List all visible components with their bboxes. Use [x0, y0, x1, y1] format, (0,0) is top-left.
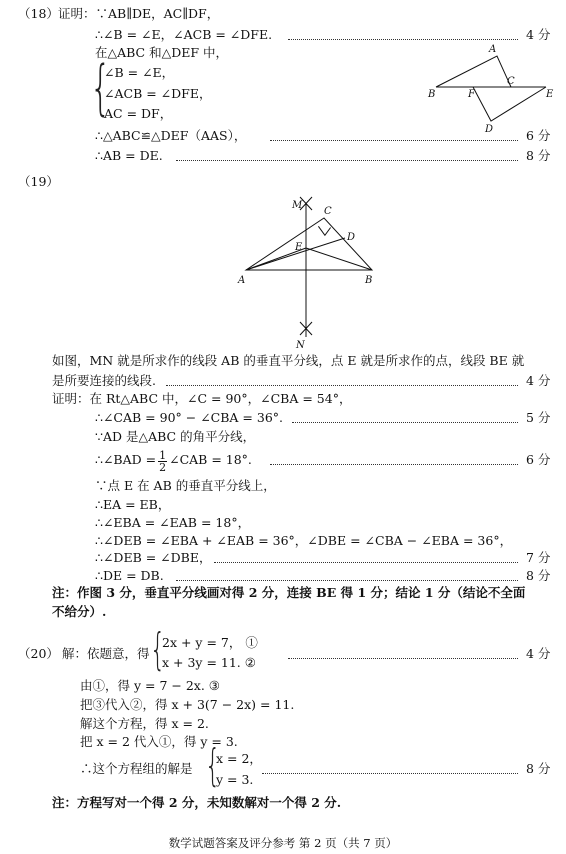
q20-step2: 把③代入②，得 x + 3(7 − 2x) = 11.	[80, 696, 295, 712]
q19-score-1: 4 分	[526, 372, 551, 388]
q20-eq1: 2x + y = 7， ①	[162, 634, 258, 650]
q19-fraction-den: 2	[159, 460, 167, 474]
q20-solution-brace: {	[205, 740, 221, 791]
q18-score-2: 6 分	[526, 127, 551, 143]
q19-proof-4b: ∠CAB = 18°.	[169, 451, 252, 467]
q19-note-line2: 不给分）.	[52, 604, 107, 619]
q18-line3: 在△ABC 和△DEF 中，	[95, 44, 229, 60]
q20-score-2: 8 分	[526, 760, 551, 776]
q20-system-brace: {	[150, 624, 166, 675]
q18-label-F: F	[468, 89, 475, 100]
q20-eq2: x + 3y = 11. ②	[162, 654, 256, 670]
q18-number: （18）	[18, 5, 59, 21]
q20-leader-1	[288, 658, 518, 659]
q19-label-D: D	[347, 232, 356, 243]
q19-proof-1: 证明：在 Rt△ABC 中，∠C = 90°，∠CBA = 54°，	[52, 390, 352, 406]
q19-leader-5	[176, 580, 518, 581]
q18-line5: ∴AB = DE.	[95, 147, 163, 163]
q19-score-5: 8 分	[526, 567, 551, 583]
q19-proof-10: ∴DE = DB.	[95, 567, 164, 583]
q19-label-E: E	[295, 242, 303, 253]
q20-number: （20）	[18, 645, 59, 661]
q18-label-A: A	[489, 44, 497, 55]
q19-fraction-half	[158, 450, 167, 473]
q20-score-1: 4 分	[526, 645, 551, 661]
q19-proof-9: ∴∠DEB = ∠DBE，	[95, 549, 212, 565]
q18-system-row3: AC = DF，	[104, 105, 173, 121]
q20-step3: 解这个方程，得 x = 2.	[80, 715, 209, 731]
q20-solution-x: x = 2，	[216, 750, 262, 766]
q18-label-E: E	[546, 89, 554, 100]
q19-score-2: 5 分	[526, 409, 551, 425]
page-footer: 数学试题答案及评分参考 第 2 页（共 7 页）	[168, 836, 398, 850]
q20-solution-y: y = 3.	[216, 771, 254, 787]
q20-step4: 把 x = 2 代入①，得 y = 3.	[80, 733, 238, 749]
q19-score-3: 6 分	[526, 451, 551, 467]
q19-proof-8: ∴∠DEB = ∠EBA + ∠EAB = 36°，∠DBE = ∠CBA − ∠EBA = 36°，	[95, 532, 513, 548]
q18-label-D: D	[485, 124, 494, 135]
q19-number: （19）	[18, 173, 59, 189]
q20-note: 注：方程写对一个得 2 分，未知数解对一个得 2 分.	[52, 795, 342, 810]
q19-right-angle-mark	[318, 226, 330, 235]
q18-line1: 证明：∵AB∥DE，AC∥DF，	[58, 5, 220, 21]
q19-para1: 如图，MN 就是所求作的线段 AB 的垂直平分线，点 E 就是所求作的点，线段 BE 就	[52, 352, 525, 368]
q19-label-M: M	[292, 200, 303, 211]
q18-score-3: 8 分	[526, 147, 551, 163]
q19-proof-4a: ∴∠BAD =	[95, 451, 157, 467]
q19-proof-7: ∴∠EBA = ∠EAB = 18°，	[95, 514, 251, 530]
q20-step5: ∴这个方程组的解是	[80, 760, 193, 776]
q19-label-N: N	[296, 340, 305, 351]
q19-label-B: B	[365, 275, 373, 286]
q19-proof-5: ∵点 E 在 AB 的垂直平分线上，	[95, 477, 276, 493]
q18-label-B: B	[428, 89, 436, 100]
q19-fraction-num: 1	[159, 448, 167, 462]
q19-proof-6: ∴EA = EB，	[95, 496, 171, 512]
q19-para2: 是所要连接的线段.	[52, 372, 156, 388]
q20-step1: 由①，得 y = 7 − 2x. ③	[80, 677, 220, 693]
q18-system-row2: ∠ACB = ∠DFE，	[104, 85, 212, 101]
q18-system-brace: {	[90, 53, 112, 123]
q19-score-4: 7 分	[526, 549, 551, 565]
q20-intro: 解：依题意，得	[62, 645, 150, 661]
q19-proof-2: ∴∠CAB = 90° − ∠CBA = 36°.	[95, 409, 284, 425]
q19-leader-2	[292, 422, 518, 423]
q19-proof-4	[95, 448, 252, 474]
q18-label-C: C	[507, 76, 515, 87]
q19-note-line1: 注：作图 3 分，垂直平分线画对得 2 分，连接 BE 得 1 分；结论 1 分（结论不全面	[52, 585, 526, 600]
q19-proof-3: ∵AD 是△ABC 的角平分线，	[95, 428, 256, 444]
q20-leader-2	[262, 773, 518, 774]
q18-line2: ∴∠B = ∠E，∠ACB = ∠DFE.	[95, 26, 273, 42]
q18-line4: ∴△ABC≌△DEF（AAS），	[95, 127, 247, 143]
q19-leader-1	[166, 385, 518, 386]
q19-label-C: C	[324, 206, 332, 217]
q18-system-row1: ∠B = ∠E，	[104, 64, 175, 80]
q18-score-1: 4 分	[526, 26, 551, 42]
q19-leader-3	[270, 464, 518, 465]
q19-label-A: A	[238, 275, 246, 286]
q19-triangle-ABC	[246, 218, 372, 270]
q19-leader-4	[214, 562, 518, 563]
